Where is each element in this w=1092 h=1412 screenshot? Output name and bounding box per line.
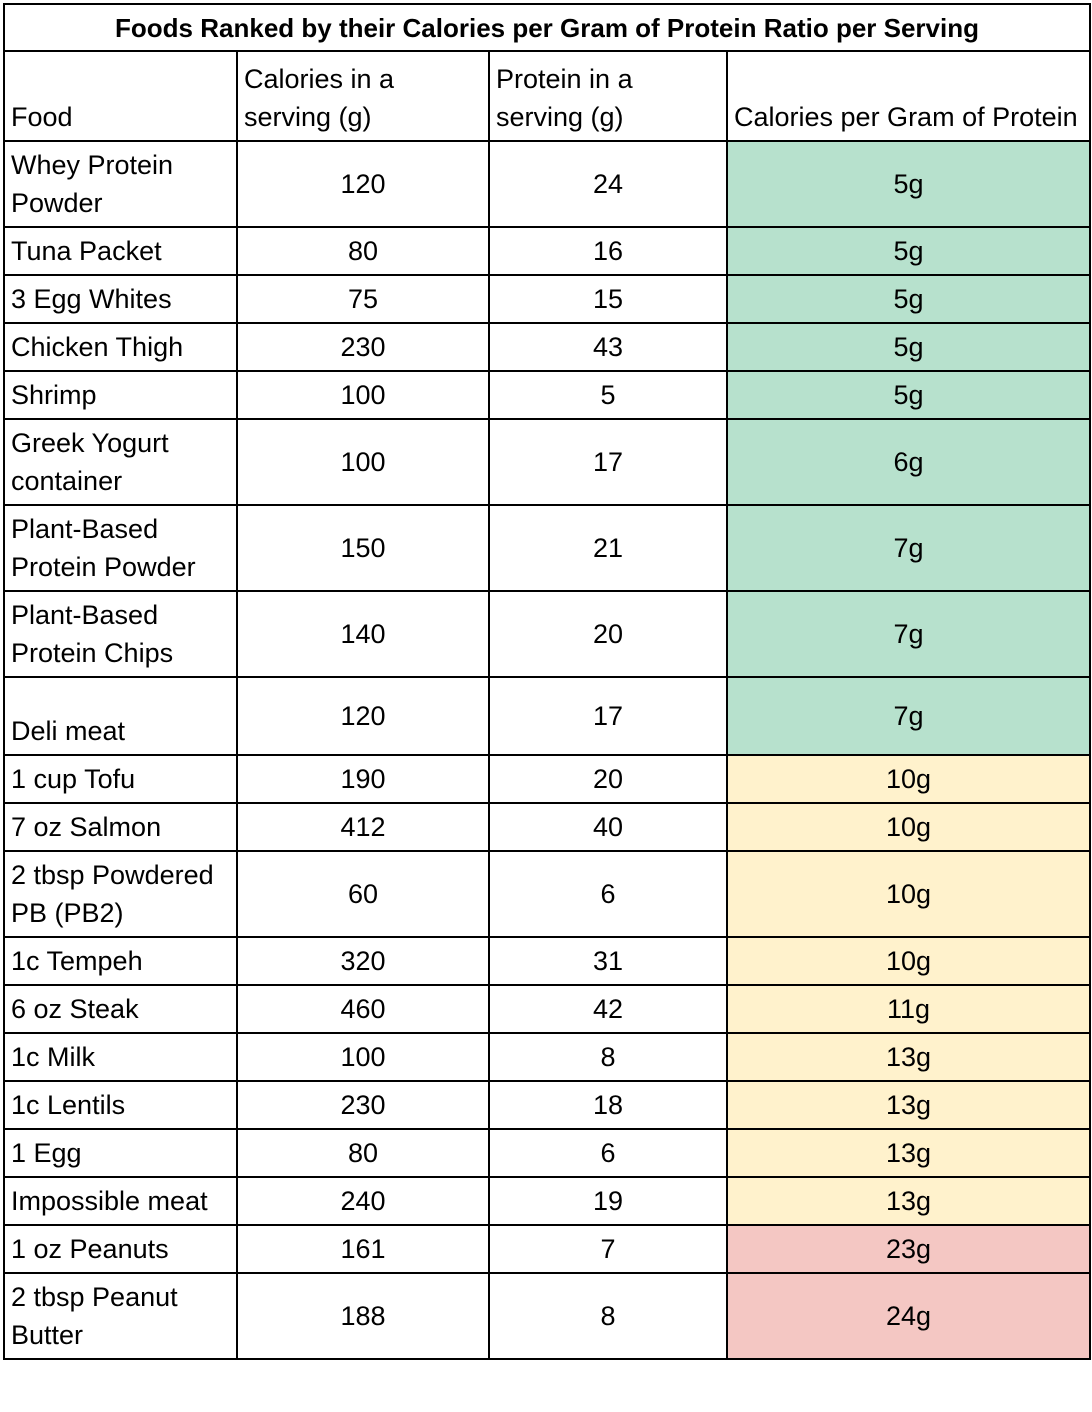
food-cell: 1 cup Tofu <box>4 755 237 803</box>
protein-cell: 16 <box>489 227 727 275</box>
table-row <box>4 1081 1090 1129</box>
ratio-cell: 6g <box>727 419 1090 505</box>
food-cell: 1 oz Peanuts <box>4 1225 237 1273</box>
header-protein: Protein in a serving (g) <box>489 51 727 141</box>
ratio-cell: 5g <box>727 371 1090 419</box>
table-row <box>4 851 1090 937</box>
food-cell: 1c Lentils <box>4 1081 237 1129</box>
calories-cell: 460 <box>237 985 489 1033</box>
calories-cell: 190 <box>237 755 489 803</box>
food-cell: Chicken Thigh <box>4 323 237 371</box>
ratio-cell: 11g <box>727 985 1090 1033</box>
ratio-cell: 7g <box>727 677 1090 755</box>
protein-cell: 19 <box>489 1177 727 1225</box>
food-cell: 1 Egg <box>4 1129 237 1177</box>
ratio-cell: 13g <box>727 1081 1090 1129</box>
calories-cell: 140 <box>237 591 489 677</box>
ratio-cell: 10g <box>727 937 1090 985</box>
table-row <box>4 803 1090 851</box>
protein-cell: 31 <box>489 937 727 985</box>
calories-cell: 150 <box>237 505 489 591</box>
ratio-cell: 10g <box>727 803 1090 851</box>
table-row <box>4 1177 1090 1225</box>
table-row <box>4 371 1090 419</box>
table-row <box>4 591 1090 677</box>
food-cell: Whey Protein Powder <box>4 141 237 227</box>
ratio-cell: 10g <box>727 755 1090 803</box>
food-cell: Deli meat <box>4 677 237 755</box>
food-cell: Impossible meat <box>4 1177 237 1225</box>
protein-cell: 6 <box>489 851 727 937</box>
table-row <box>4 755 1090 803</box>
protein-cell: 18 <box>489 1081 727 1129</box>
table-row <box>4 505 1090 591</box>
table-row <box>4 1129 1090 1177</box>
table-row <box>4 141 1090 227</box>
protein-cell: 20 <box>489 591 727 677</box>
header-row <box>4 51 1090 141</box>
ratio-cell: 7g <box>727 591 1090 677</box>
protein-cell: 15 <box>489 275 727 323</box>
table-title: Foods Ranked by their Calories per Gram of Protein Ratio per Serving <box>4 4 1090 51</box>
calories-cell: 412 <box>237 803 489 851</box>
calories-cell: 120 <box>237 677 489 755</box>
protein-cell: 6 <box>489 1129 727 1177</box>
food-cell: 2 tbsp Peanut Butter <box>4 1273 237 1359</box>
ratio-cell: 13g <box>727 1177 1090 1225</box>
protein-cell: 20 <box>489 755 727 803</box>
table-row <box>4 937 1090 985</box>
protein-cell: 7 <box>489 1225 727 1273</box>
calories-cell: 100 <box>237 1033 489 1081</box>
protein-cell: 17 <box>489 419 727 505</box>
ratio-cell: 5g <box>727 227 1090 275</box>
food-cell: 6 oz Steak <box>4 985 237 1033</box>
ratio-cell: 10g <box>727 851 1090 937</box>
ratio-table <box>3 3 1091 1360</box>
table-row <box>4 227 1090 275</box>
table-row <box>4 1273 1090 1359</box>
protein-cell: 24 <box>489 141 727 227</box>
food-cell: 3 Egg Whites <box>4 275 237 323</box>
header-food: Food <box>4 51 237 141</box>
protein-cell: 8 <box>489 1033 727 1081</box>
food-cell: 2 tbsp Powdered PB (PB2) <box>4 851 237 937</box>
ratio-cell: 7g <box>727 505 1090 591</box>
table-row <box>4 323 1090 371</box>
table-row <box>4 275 1090 323</box>
ratio-cell: 5g <box>727 275 1090 323</box>
calories-cell: 60 <box>237 851 489 937</box>
food-cell: 1c Tempeh <box>4 937 237 985</box>
food-cell: Shrimp <box>4 371 237 419</box>
calories-cell: 240 <box>237 1177 489 1225</box>
table-row <box>4 419 1090 505</box>
table-row <box>4 1225 1090 1273</box>
table-row <box>4 1033 1090 1081</box>
ratio-cell: 5g <box>727 323 1090 371</box>
calories-cell: 100 <box>237 371 489 419</box>
food-cell: Greek Yogurt container <box>4 419 237 505</box>
calories-cell: 161 <box>237 1225 489 1273</box>
protein-cell: 5 <box>489 371 727 419</box>
header-calories: Calories in a serving (g) <box>237 51 489 141</box>
ratio-cell: 13g <box>727 1033 1090 1081</box>
calories-cell: 75 <box>237 275 489 323</box>
protein-cell: 40 <box>489 803 727 851</box>
calories-cell: 80 <box>237 227 489 275</box>
ratio-cell: 24g <box>727 1273 1090 1359</box>
header-ratio: Calories per Gram of Protein <box>727 51 1090 141</box>
calories-cell: 80 <box>237 1129 489 1177</box>
calories-cell: 230 <box>237 1081 489 1129</box>
protein-cell: 43 <box>489 323 727 371</box>
calories-cell: 230 <box>237 323 489 371</box>
protein-cell: 21 <box>489 505 727 591</box>
food-cell: 1c Milk <box>4 1033 237 1081</box>
protein-cell: 8 <box>489 1273 727 1359</box>
title-row <box>4 4 1090 51</box>
calories-cell: 100 <box>237 419 489 505</box>
table-row <box>4 985 1090 1033</box>
food-cell: Plant-Based Protein Powder <box>4 505 237 591</box>
ratio-cell: 13g <box>727 1129 1090 1177</box>
food-cell: Plant-Based Protein Chips <box>4 591 237 677</box>
food-cell: 7 oz Salmon <box>4 803 237 851</box>
ratio-cell: 23g <box>727 1225 1090 1273</box>
calories-cell: 188 <box>237 1273 489 1359</box>
protein-cell: 17 <box>489 677 727 755</box>
ratio-cell: 5g <box>727 141 1090 227</box>
food-cell: Tuna Packet <box>4 227 237 275</box>
table-row <box>4 677 1090 755</box>
protein-cell: 42 <box>489 985 727 1033</box>
calories-cell: 120 <box>237 141 489 227</box>
calories-cell: 320 <box>237 937 489 985</box>
